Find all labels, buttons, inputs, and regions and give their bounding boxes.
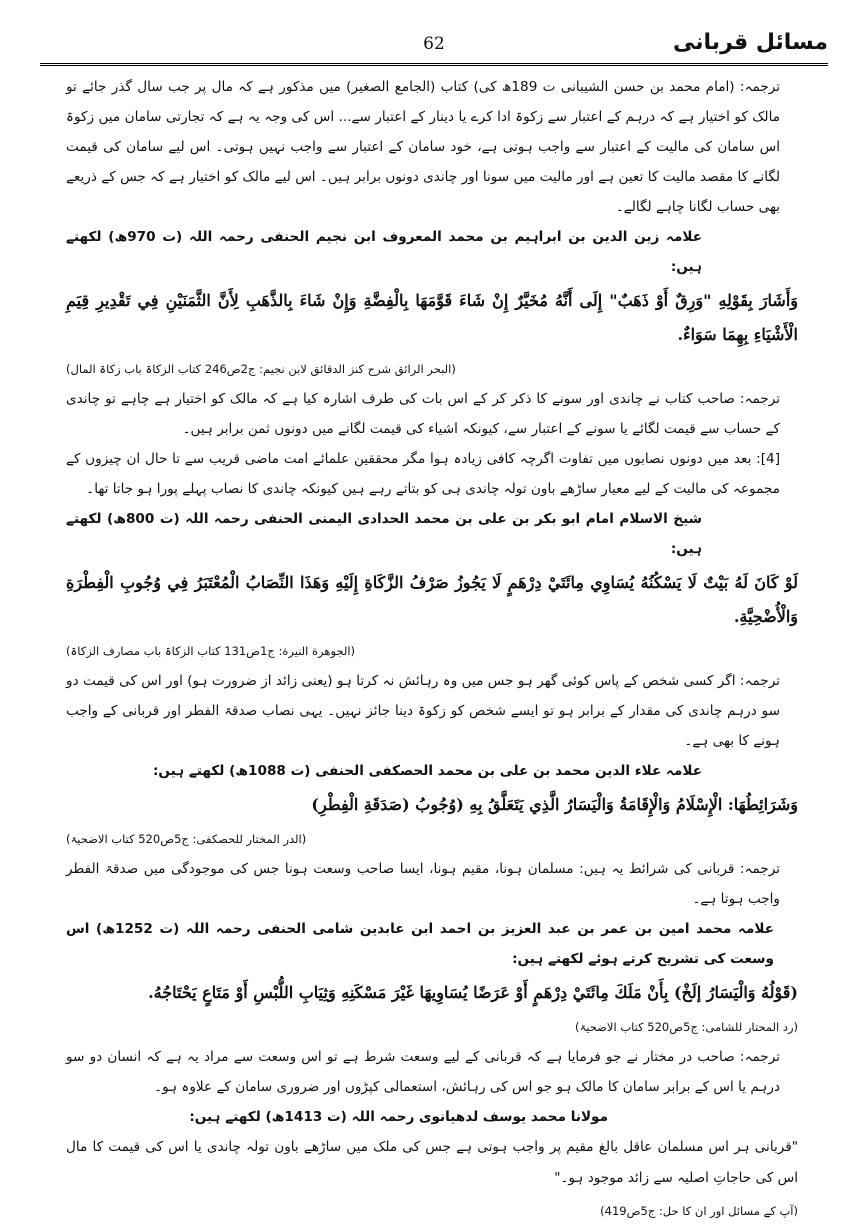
translation-paragraph: ترجمہ: قربانی کی شرائط یہ ہیں: مسلمان ہونا، مقیم ہونا، ایسا صاحب وسعت ہونا جس کی موجودگی میں صدقۃ الفطر واجب ہوتا ہے۔ (66, 861, 780, 907)
page-body (66, 72, 798, 1218)
scholar-citation-intro: علامہ زین الدین بن ابراہیم بن محمد المعروف ابن نجیم الحنفی رحمہ اللہ (ت 970ھ) لکھتے ہیں: (66, 229, 703, 275)
source-reference: (الجوهرة النيرة: ج1ص131 کتاب الزکاۃ باب مصارف الزکاۃ) (66, 644, 356, 658)
translation-paragraph: ترجمہ: اگر کسی شخص کے پاس کوئی گھر ہو جس میں وہ رہائش نہ کرتا ہو (یعنی زائد از ضرورت ہو) اور اس کی قیمت دو سو درہم چاندی کی مقدار کے برابر ہو تو ایسے شخص کو زکوۃ دینا جائز نہیں۔ یہی نصاب صدقۃ الفطر اور قربانی کے واجب ہونے کا بھی ہے۔ (66, 673, 780, 749)
scholar-citation-intro: مولانا محمد یوسف لدھیانوی رحمہ اللہ (ت 1413ھ) لکھتے ہیں: (189, 1109, 608, 1125)
page-header (40, 26, 828, 64)
scholar-citation-intro: علامہ محمد امین بن عمر بن عبد العزیز بن احمد ابن عابدین شامی الحنفی رحمہ اللہ (ت 1252ھ) اس وسعت کی تشریح کرتے ہوئے لکھتے ہیں: (66, 921, 774, 967)
source-reference: (البحر الرائق شرح کنز الدقائق لابن نجیم: ج2ص246 کتاب الزکاۃ باب زکاۃ المال) (66, 362, 456, 376)
footnote-paragraph: [4]: بعد میں دونوں نصابوں میں تفاوت اگرچہ کافی زیادہ ہوا مگر محققین علمائے امت ماضی قریب سے تا حال ان چیزوں کے مجموعہ کی مالیت کے لیے معیار ساڑھے باون تولہ چاندی ہی کو بتاتے رہے ہیں کیونکہ چاندی کا نصاب پہلے پورا ہو جاتا تھا۔ (66, 451, 780, 497)
arabic-quote: وَشَرَائِطُهَا: الْإِسْلَامُ وَالْإِقَامَةُ وَالْيَسَارُ الَّذِي يَتَعَلَّقُ بِهِ (وُجُوبُ (صَدَقَةِ الْفِطْرِ) (311, 795, 798, 814)
source-reference: (رد المحتار للشامی: ج5ص520 کتاب الاضحیۃ) (575, 1020, 798, 1034)
urdu-quote: "قربانی ہر اس مسلمان عاقل بالغ مقیم پر واجب ہوتی ہے جس کی ملک میں ساڑھے باون تولہ چاندی یا اس کی قیمت کا مال اس کی حاجاتِ اصلیہ سے زائد موجود ہو۔" (66, 1139, 798, 1186)
book-title: مسائل قربانی (673, 30, 828, 55)
scholar-citation-intro: شیخ الاسلام امام ابو بکر بن علی بن محمد الحدادی الیمنی الحنفی رحمہ اللہ (ت 800ھ) لکھتے ہیں: (66, 511, 702, 557)
page-number: 62 (423, 34, 445, 54)
translation-paragraph: ترجمہ: صاحب کتاب نے چاندی اور سونے کا ذکر کر کے اس بات کی طرف اشارہ کیا ہے کہ مالک کو اختیار ہے چاہے تو چاندی کے حساب سے قیمت لگائے یا سونے کے اعتبار سے، کیونکہ اشیاء کی قیمت لگانے میں دونوں ثمن برابر ہیں۔ (66, 391, 780, 437)
translation-paragraph: ترجمہ: صاحب در مختار نے جو فرمایا ہے کہ قربانی کے لیے وسعت شرط ہے تو اس وسعت سے مراد یہ ہے کہ انسان دو سو درہم یا اس کے برابر سامان کا مالک ہو جو اس کی رہائش، استعمالی کپڑوں اور ضروری سامان کے علاوہ ہو۔ (66, 1049, 780, 1095)
scholar-citation-intro: علامہ علاء الدین محمد بن علی بن محمد الحصکفی الحنفی (ت 1088ھ) لکھتے ہیں: (152, 763, 702, 779)
header-divider (40, 63, 828, 66)
translation-paragraph: ترجمہ: (امام محمد بن حسن الشیبانی ت 189ھ کی) کتاب (الجامع الصغیر) میں مذکور ہے کہ مال پر جب سال گذر جائے تو مالک کو اختیار ہے کہ درہم کے اعتبار سے زکوۃ ادا کرے یا دینار کے اعتبار سے... اس کی وجہ یہ ہے کہ تجارتی سامان میں زکوۃ اس سامان کی مالیت کے اعتبار سے واجب ہوتی ہے، خود سامان کے اعتبار سے واجب نہیں ہوتی۔ اس لیے سامان کی قیمت لگانے کا مقصد مالیت کا تعین ہے اور مالیت میں سونا اور چاندی دونوں برابر ہیں۔ اس لیے مالک کو اختیار ہے کہ جس کے ذریعے بھی حساب لگانا چاہے لگالے۔ (66, 79, 781, 215)
source-reference: (الدر المختار للحصکفی: ج5ص520 کتاب الاضحیۃ) (66, 832, 307, 846)
arabic-quote: لَوْ كَانَ لَهُ بَيْتٌ لَا يَسْكُنُهُ يُسَاوِي مِائَتَيْ دِرْهَمٍ لَا يَجُوزُ صَرْفُ الزَّكَاةِ إِلَيْهِ وَهَذَا النِّصَابُ الْمُعْتَبَرُ فِي وُجُوبِ الْفِطْرَةِ وَالْأُضْحِيَّةِ. (66, 573, 798, 626)
arabic-quote: (قَوْلُهُ وَالْيَسَارُ إلَخْ) بِأَنْ مَلَكَ مِائَتَيْ دِرْهَمٍ أَوْ عَرَضًا يُسَاوِيهَا غَيْرَ مَسْكَنِهِ وَثِيَابِ اللُّبْسِ أَوْ مَتَاعٍ يَحْتَاجُهُ. (148, 983, 798, 1002)
source-reference: (آپ کے مسائل اور ان کا حل: ج5ص419) (600, 1204, 798, 1218)
arabic-quote: وَأَشَارَ بِقَوْلِهِ "وَرِقٌ أَوْ ذَهَبٌ" إِلَى أَنَّهُ مُخَيَّرٌ إِنْ شَاءَ قَوَّمَهَا بِالْفِضَّةِ وَإِنْ شَاءَ بِالذَّهَبِ لِأَنَّ الثَّمَنَيْنِ فِي تَقْدِيرِ قِيَمِ الْأَشْيَاءِ بِهِمَا سَوَاءٌ. (66, 291, 798, 344)
